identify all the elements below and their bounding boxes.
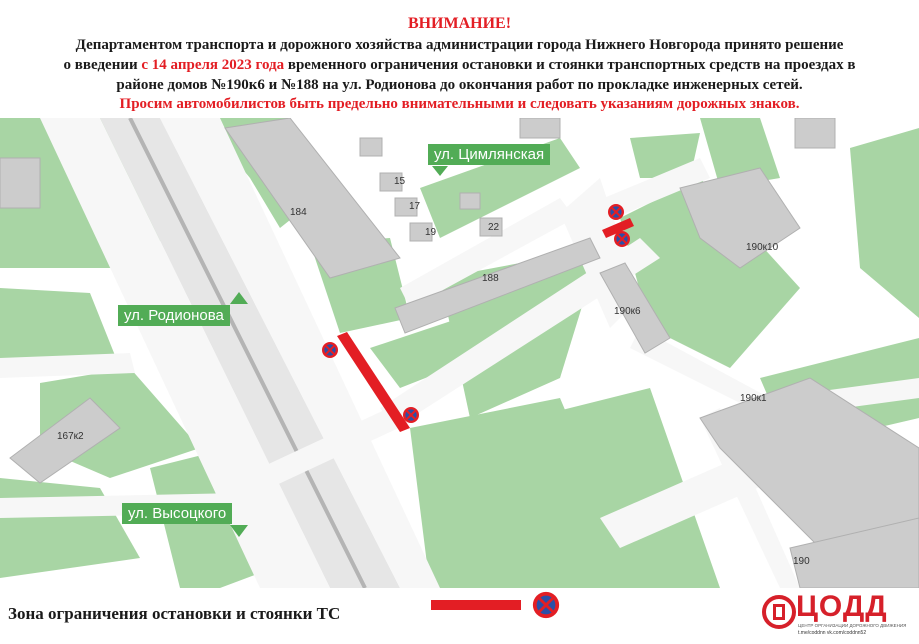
label-building-17: 17: [409, 201, 421, 212]
no-stopping-sign-icon: [322, 342, 338, 358]
no-stopping-sign-icon: [608, 204, 624, 220]
legend: [0, 588, 919, 644]
notice-header: [0, 0, 919, 118]
label-building-190k1: 190к1: [740, 393, 767, 404]
arrow-icon: [230, 292, 248, 304]
label-building-184: 184: [290, 207, 307, 218]
notice-line-3: районе домов №190к6 и №188 на ул. Родионова до окончания работ по прокладке инженерных сетей.: [116, 77, 803, 93]
label-building-22: 22: [488, 222, 500, 233]
street-label-vysotskogo: ул. Высоцкого: [122, 503, 232, 524]
label-building-190: 190: [793, 556, 810, 567]
notice-line-2: [0, 57, 919, 74]
street-label-tsimlyanskaya: ул. Цимлянская: [428, 144, 550, 165]
logo-name: ЦОДД: [796, 590, 888, 623]
label-building-15: 15: [394, 176, 406, 187]
street-label-rodionova: ул. Родионова: [118, 305, 230, 326]
label-building-19: 19: [425, 227, 437, 238]
logo-subtitle: ЦЕНТР ОРГАНИЗАЦИИ ДОРОЖНОГО ДВИЖЕНИЯ: [798, 623, 907, 628]
no-stopping-sign-icon: [403, 407, 419, 423]
legend-text: Зона ограничения остановки и стоянки ТС: [8, 604, 341, 623]
label-building-188: 188: [482, 273, 499, 284]
logo-links: t.me/coddnn vk.com/coddnn52: [798, 630, 867, 636]
area-map: [0, 118, 919, 588]
no-stopping-sign-icon: [614, 231, 630, 247]
notice-appeal: Просим автомобилистов быть предельно внимательными и следовать указаниям дорожных знаков.: [119, 96, 800, 112]
label-building-190k6: 190к6: [614, 306, 641, 317]
notice-line-2-after: временного ограничения остановки и стоянки транспортных средств на проездах в: [284, 57, 856, 73]
label-building-190k10: 190к10: [746, 242, 779, 253]
no-stopping-sign-icon: [531, 590, 561, 620]
notice-line-2-before: о введении: [63, 57, 142, 73]
label-building-167k2: 167к2: [57, 431, 84, 442]
notice-title: ВНИМАНИЕ!: [407, 15, 512, 32]
notice-line-1: Департаментом транспорта и дорожного хозяйства администрации города Нижнего Новгорода принято решение: [75, 37, 844, 53]
arrow-icon: [432, 166, 448, 176]
notice-date: с 14 апреля 2023 года: [141, 57, 285, 73]
codd-emblem-icon: [762, 594, 796, 634]
codd-logo: [762, 588, 914, 644]
legend-restriction-bar: [431, 600, 521, 610]
arrow-icon: [230, 525, 248, 537]
